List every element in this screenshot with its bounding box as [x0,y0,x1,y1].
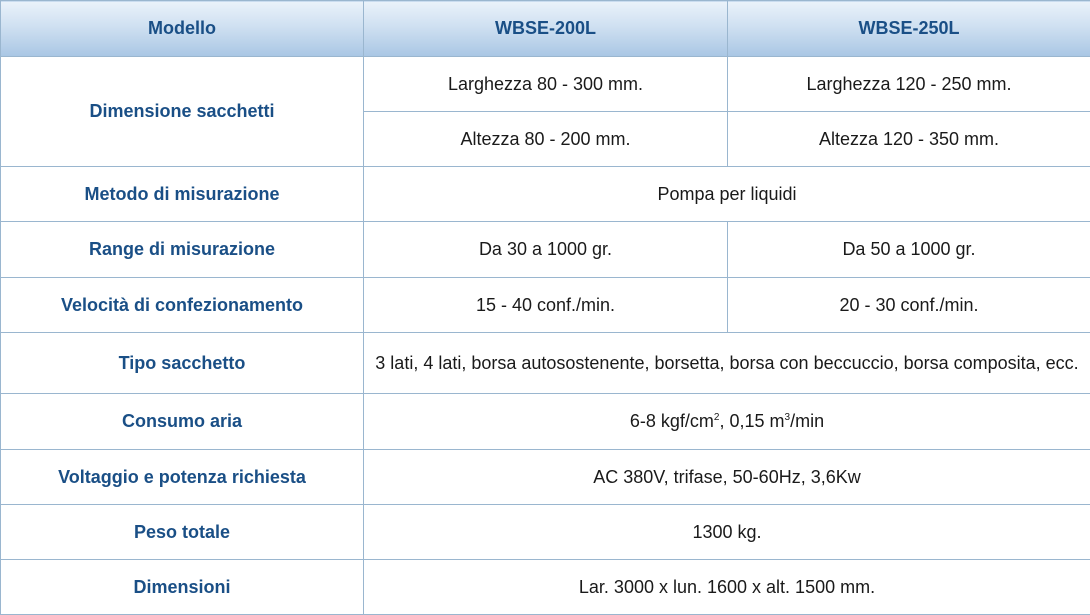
table-header [1,1,1090,57]
cell-packing-speed-a: 15 - 40 conf./min. [364,278,728,333]
air-consumption-part3: /min [790,411,825,431]
cell-measuring-range-a: Da 30 a 1000 gr. [364,222,728,278]
cell-bag-height-a: Altezza 80 - 200 mm. [364,112,728,167]
table-row-measuring-range [1,222,1090,278]
table-row-power [1,450,1090,505]
cell-bag-width-b: Larghezza 120 - 250 mm. [728,57,1090,112]
header-model-label: Modello [1,1,364,57]
air-consumption-sup2: 3 [784,412,791,423]
table-row-bag-width [1,57,1090,112]
row-label-bag-type: Tipo sacchetto [1,333,364,394]
row-label-measuring-method: Metodo di misurazione [1,167,364,222]
header-row [1,1,1090,57]
table-row-dimensions [1,560,1090,615]
row-label-measuring-range: Range di misurazione [1,222,364,278]
cell-power: AC 380V, trifase, 50-60Hz, 3,6Kw [364,450,1090,505]
cell-total-weight: 1300 kg. [364,505,1090,560]
header-model-a: WBSE-200L [364,1,728,57]
row-label-air-consumption: Consumo aria [1,394,364,450]
air-consumption-sup1: 2 [713,412,720,423]
table-row-bag-type [1,333,1090,394]
row-label-dimensions: Dimensioni [1,560,364,615]
table-row-air-consumption [1,394,1090,450]
cell-dimensions: Lar. 3000 x lun. 1600 x alt. 1500 mm. [364,560,1090,615]
cell-bag-type: 3 lati, 4 lati, borsa autosostenente, borsetta, borsa con beccuccio, borsa composita, ecc. [364,333,1090,394]
table-row-measuring-method [1,167,1090,222]
cell-measuring-method: Pompa per liquidi [364,167,1090,222]
header-model-b: WBSE-250L [728,1,1090,57]
table-row-packing-speed [1,278,1090,333]
cell-bag-width-a: Larghezza 80 - 300 mm. [364,57,728,112]
air-consumption-part1: 6-8 kgf/cm [629,411,714,431]
cell-bag-height-b: Altezza 120 - 350 mm. [728,112,1090,167]
table-body [1,57,1090,615]
cell-measuring-range-b: Da 50 a 1000 gr. [728,222,1090,278]
row-label-bag-dimensions: Dimensione sacchetti [1,57,364,167]
cell-packing-speed-b: 20 - 30 conf./min. [728,278,1090,333]
row-label-power: Voltaggio e potenza richiesta [1,450,364,505]
air-consumption-part2: , 0,15 m [719,411,785,431]
row-label-packing-speed: Velocità di confezionamento [1,278,364,333]
row-label-total-weight: Peso totale [1,505,364,560]
cell-air-consumption [364,394,1090,450]
table-row-total-weight [1,505,1090,560]
